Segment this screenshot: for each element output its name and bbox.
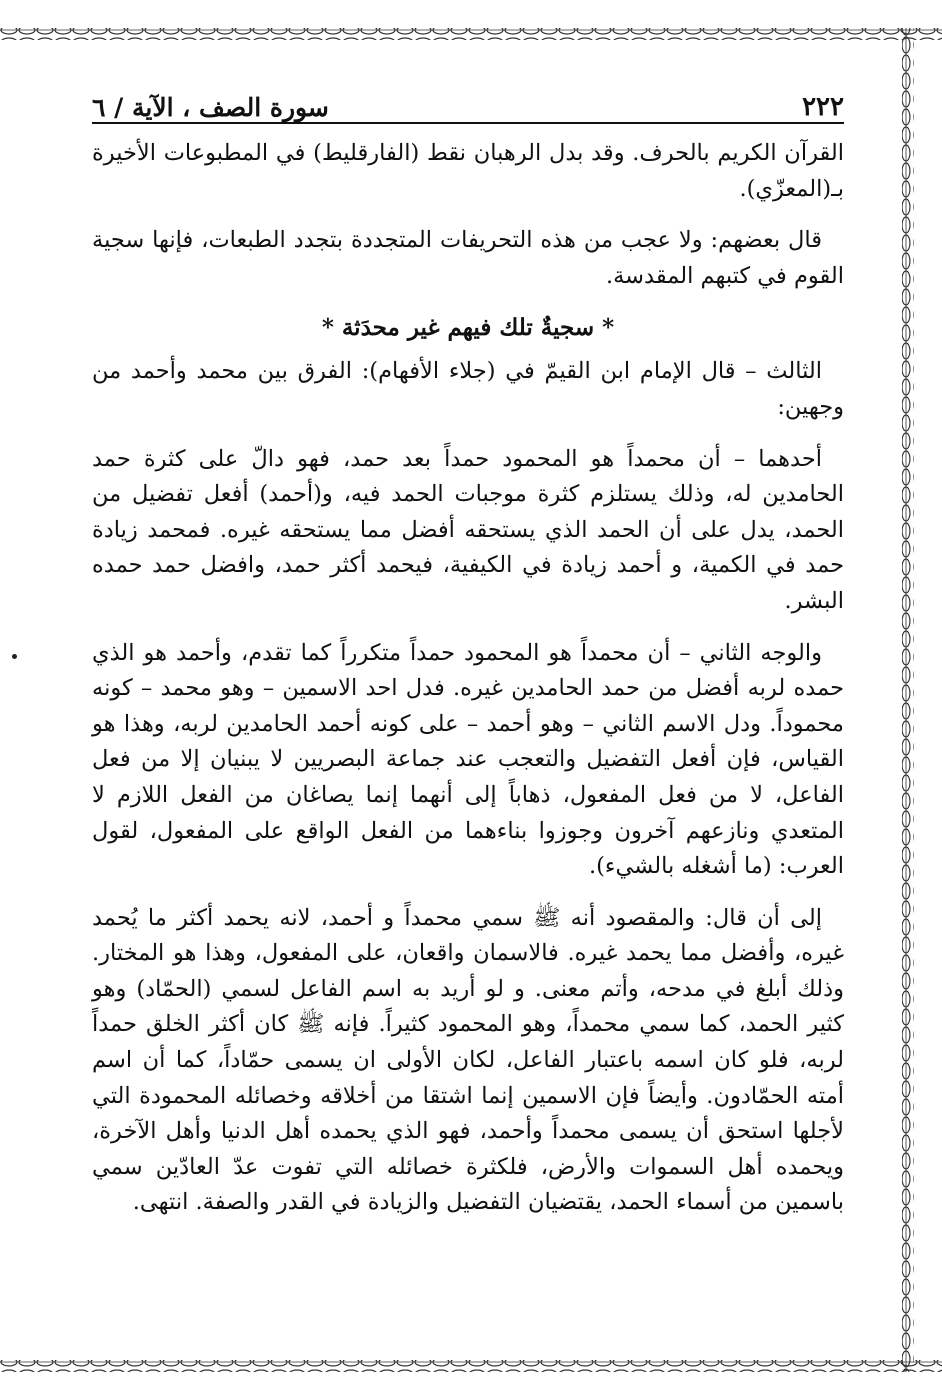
running-title: سورة الصف ، الآية / ٦ — [92, 93, 329, 122]
verse-line: * سجيةٌ تلك فيهم غير محدَثة * — [321, 314, 615, 342]
paragraph: الثالث – قال الإمام ابن القيمّ في (جلاء الأفهام): الفرق بين محمد وأحمد من وجهين: — [92, 358, 844, 420]
stray-mark — [12, 654, 17, 659]
paragraph: والوجه الثاني – أن محمداً هو المحمود حمداً متكرراً كما تقدم، وأحمد هو الذي حمده لربه أفضل من حمد الحامدين غيره. فدل احد الاسمين – وهو محمد – كونه محموداً. ودل الاسم الثاني – وهو أحمد – على كونه أحمد الحامدين لربه، وهذا هو القياس، فإن أفعل التفضيل والتعجب عند جماعة البصريين لا يبنيان إلا من فعل الفاعل، لا من فعل المفعول، ذهاباً إلى أنهما إنما يصاغان من الفعل اللازم لا المتعدي ونازعهم آخرون وجوزوا بناءهما من الفعل الواقع على المفعول، لقول العرب: (ما أشغله بالشيء). — [92, 639, 844, 880]
page-number: ٢٢٢ — [802, 92, 844, 122]
paragraph: القرآن الكريم بالحرف. وقد بدل الرهبان نقط (الفارقليط) في المطبوعات الأخيرة بـ(المعزّي). — [92, 140, 844, 202]
paragraph: إلى أن قال: والمقصود أنه ﷺ سمي محمداً و أحمد، لانه يحمد أكثر ما يُحمد غيره، وأفضل مما يحمد غيره. فالاسمان واقعان، على المفعول، وهذا هو المختار. وذلك أبلغ في مدحه، وأتم معنى. و لو أريد به اسم الفاعل لسمي (الحمّاد) وهو كثير الحمد، كما سمي محمداً، وهو المحمود كثيراً. فإنه ﷺ كان أكثر الخلق حمداً لربه، فلو كان اسمه باعتبار الفاعل، لكان الأولى ان يسمى حمّاداً، كما أن اسم أمته الحمّادون. وأيضاً فإن الاسمين إنما اشتقا من أخلاقه وخصائله المحمودة التي لأجلها استحق أن يسمى محمداً وأحمد، فهو الذي يحمده أهل الدنيا وأهل الآخرة، ويحمده أهل السموات والأرض، فلكثرة خصائله التي تفوت عدّ العادّين سمي باسمين من أسماء الحمد، يقتضيان التفضيل والزيادة في القدر والصفة. انتهى. — [92, 904, 844, 1216]
paragraph: أحدهما – أن محمداً هو المحمود حمداً بعد حمد، فهو دالّ على كثرة حمد الحامدين له، وذلك يستلزم كثرة موجبات الحمد فيه، و(أحمد) أفعل تفضيل من الحمد، يدل على أن الحمد الذي يستحقه أفضل مما يستحقه غيره. فمحمد زيادة حمد في الكمية، و أحمد زيادة في الكيفية، فيحمد أكثر حمد، وافضل حمد حمده البشر. — [92, 445, 844, 614]
page-content — [92, 78, 844, 1318]
paragraph: قال بعضهم: ولا عجب من هذه التحريفات المتجددة بتجدد الطبعات، فإنها سجية القوم في كتبهم المقدسة. — [92, 227, 844, 289]
page-header — [92, 78, 844, 124]
